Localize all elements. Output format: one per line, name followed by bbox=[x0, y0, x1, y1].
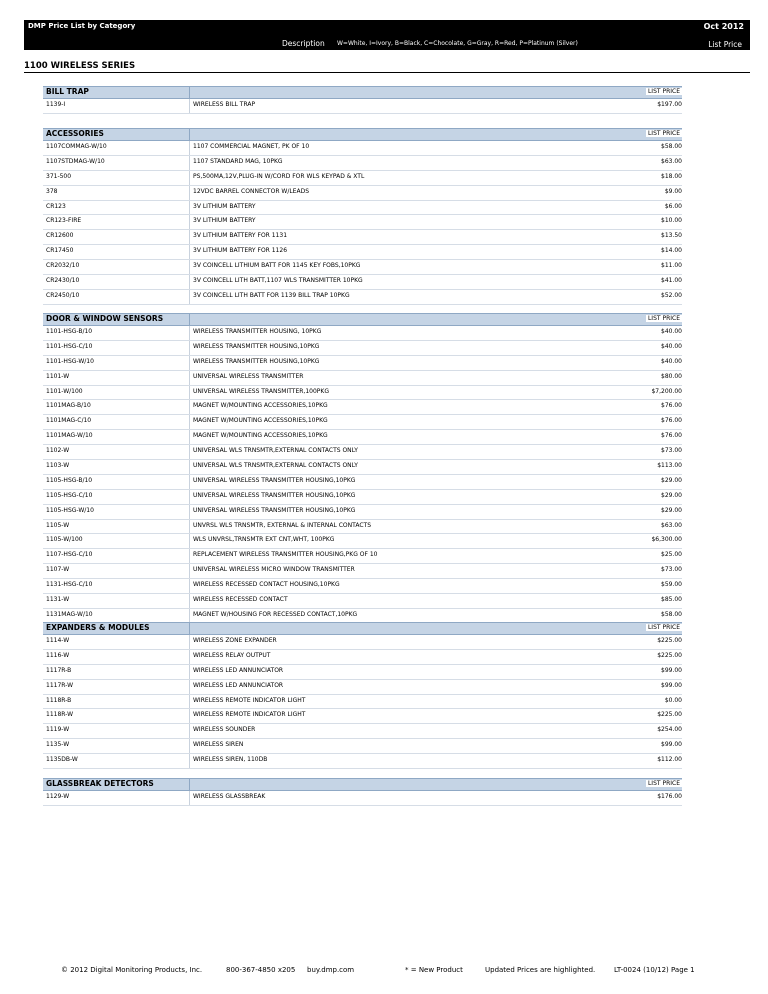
product-sku: 1139-I bbox=[46, 101, 66, 108]
table-row bbox=[43, 709, 682, 724]
footer-doc-code: LT-0024 (10/12) Page 1 bbox=[614, 966, 695, 974]
column-divider bbox=[189, 156, 190, 170]
table-row bbox=[43, 260, 682, 275]
section-accessories bbox=[43, 128, 682, 305]
product-description: 3V COINCELL LITH BATT FOR 1139 BILL TRAP 10PKG bbox=[193, 291, 350, 299]
column-divider bbox=[189, 356, 190, 370]
column-divider bbox=[189, 314, 190, 325]
table-row bbox=[43, 186, 682, 201]
product-description: UNIVERSAL WIRELESS TRANSMITTER HOUSING,10PKG bbox=[193, 506, 356, 514]
column-divider bbox=[189, 739, 190, 753]
product-description: 12VDC BARREL CONNECTOR W/LEADS bbox=[193, 187, 310, 195]
product-price: $40.00 bbox=[661, 342, 682, 350]
product-sku: 1135DB-W bbox=[46, 756, 78, 764]
product-description: MAGNET W/MOUNTING ACCESSORIES,10PKG bbox=[193, 417, 328, 425]
product-description: WLS UNVRSL,TRNSMTR EXT CNT,WHT, 100PKG bbox=[193, 536, 335, 544]
section-header bbox=[43, 313, 682, 326]
section-bill-trap bbox=[43, 86, 682, 114]
product-description: 3V COINCELL LITHIUM BATT FOR 1145 KEY FOBS,10PKG bbox=[193, 262, 361, 270]
product-description: UNIVERSAL WIRELESS TRANSMITTER HOUSING,10PKG bbox=[193, 491, 356, 499]
product-sku: 1101MAG-B/10 bbox=[46, 402, 91, 410]
table-row bbox=[43, 549, 682, 564]
table-row bbox=[43, 371, 682, 386]
description-label: Description bbox=[282, 39, 325, 48]
product-sku: 1116-W bbox=[46, 651, 70, 659]
table-row bbox=[43, 791, 682, 806]
product-sku: 1105-HSG-B/10 bbox=[46, 476, 93, 484]
column-divider bbox=[189, 609, 190, 623]
product-price: $99.00 bbox=[661, 741, 682, 749]
product-price: $29.00 bbox=[661, 506, 682, 514]
column-divider bbox=[189, 99, 190, 113]
product-price: $176.00 bbox=[657, 793, 682, 800]
product-price: $14.00 bbox=[661, 247, 682, 255]
product-description: UNIVERSAL WLS TRNSMTR,EXTERNAL CONTACTS ONLY bbox=[193, 462, 358, 470]
product-description: MAGNET W/HOUSING FOR RECESSED CONTACT,10PKG bbox=[193, 610, 358, 618]
product-sku: 1131MAG-W/10 bbox=[46, 610, 93, 618]
product-sku: 1101-W/100 bbox=[46, 387, 83, 395]
table-row bbox=[43, 341, 682, 356]
product-description: WIRELESS TRANSMITTER HOUSING,10PKG bbox=[193, 342, 320, 350]
column-divider bbox=[189, 564, 190, 578]
product-price: $11.00 bbox=[661, 262, 682, 270]
product-sku: 1101-HSG-B/10 bbox=[46, 328, 93, 335]
product-price: $40.00 bbox=[661, 328, 682, 335]
product-price: $29.00 bbox=[661, 491, 682, 499]
product-price: $41.00 bbox=[661, 277, 682, 285]
product-sku: 1118R-W bbox=[46, 711, 74, 719]
table-row bbox=[43, 475, 682, 490]
product-price: $9.00 bbox=[664, 187, 682, 195]
product-sku: 1105-W bbox=[46, 521, 70, 529]
product-description: UNIVERSAL WIRELESS MICRO WINDOW TRANSMITTER bbox=[193, 566, 355, 574]
section-title: DOOR & WINDOW SENSORS bbox=[46, 314, 164, 323]
table-row bbox=[43, 99, 682, 114]
product-sku: CR123 bbox=[46, 202, 66, 210]
product-sku: CR2032/10 bbox=[46, 262, 80, 270]
product-sku: 1101-W bbox=[46, 372, 70, 380]
product-price: $52.00 bbox=[661, 291, 682, 299]
product-description: WIRELESS LED ANNUNCIATOR bbox=[193, 681, 284, 689]
table-row bbox=[43, 564, 682, 579]
product-sku: 1135-W bbox=[46, 741, 70, 749]
column-divider bbox=[189, 371, 190, 385]
product-description: WIRELESS RECESSED CONTACT bbox=[193, 596, 288, 604]
product-price: $18.00 bbox=[661, 172, 682, 180]
column-divider bbox=[189, 141, 190, 155]
column-divider bbox=[189, 186, 190, 200]
table-row bbox=[43, 275, 682, 290]
list-price-header: List Price bbox=[708, 40, 742, 49]
product-price: $25.00 bbox=[661, 551, 682, 559]
product-price: $58.00 bbox=[661, 143, 682, 150]
product-sku: 1105-W/100 bbox=[46, 536, 83, 544]
product-sku: CR2450/10 bbox=[46, 291, 80, 299]
column-divider bbox=[189, 779, 190, 790]
column-divider bbox=[189, 695, 190, 709]
table-row bbox=[43, 430, 682, 445]
product-price: $99.00 bbox=[661, 681, 682, 689]
table-row bbox=[43, 534, 682, 549]
table-row bbox=[43, 415, 682, 430]
table-row bbox=[43, 635, 682, 650]
footer-phone: 800-367-4850 x205 bbox=[226, 966, 296, 974]
column-divider bbox=[189, 230, 190, 244]
product-description: WIRELESS SIREN bbox=[193, 741, 244, 749]
section-list-price-label: LIST PRICE bbox=[647, 624, 680, 631]
table-row bbox=[43, 695, 682, 710]
column-divider bbox=[189, 87, 190, 98]
product-price: $6.00 bbox=[664, 202, 682, 210]
product-sku: 1119-W bbox=[46, 726, 70, 734]
product-sku: 378 bbox=[46, 187, 58, 195]
product-sku: 1105-HSG-C/10 bbox=[46, 491, 93, 499]
column-divider bbox=[189, 171, 190, 185]
section-expanders-modules bbox=[43, 622, 682, 769]
product-price: $59.00 bbox=[661, 581, 682, 589]
product-sku: 1102-W bbox=[46, 447, 70, 455]
product-description: REPLACEMENT WIRELESS TRANSMITTER HOUSING,PKG OF 10 bbox=[193, 551, 378, 559]
product-price: $63.00 bbox=[661, 157, 682, 165]
column-divider bbox=[189, 460, 190, 474]
column-divider bbox=[189, 549, 190, 563]
table-row bbox=[43, 156, 682, 171]
document-title: DMP Price List by Category bbox=[28, 22, 136, 30]
table-row bbox=[43, 230, 682, 245]
product-sku: 1131-W bbox=[46, 596, 70, 604]
color-legend: W=White, I=Ivory, B=Black, C=Chocolate, G=Gray, R=Red, P=Platinum (Silver) bbox=[337, 40, 578, 47]
column-divider bbox=[189, 650, 190, 664]
column-divider bbox=[189, 260, 190, 274]
product-description: MAGNET W/MOUNTING ACCESSORIES,10PKG bbox=[193, 402, 328, 410]
product-price: $10.00 bbox=[661, 217, 682, 225]
product-description: 3V LITHIUM BATTERY bbox=[193, 217, 256, 225]
column-divider bbox=[189, 475, 190, 489]
product-description: WIRELESS ZONE EXPANDER bbox=[193, 637, 277, 644]
product-price: $7,200.00 bbox=[651, 387, 682, 395]
product-price: $225.00 bbox=[657, 637, 682, 644]
table-row bbox=[43, 171, 682, 186]
column-divider bbox=[189, 623, 190, 634]
product-sku: 1131-HSG-C/10 bbox=[46, 581, 93, 589]
product-sku: 1107-W bbox=[46, 566, 70, 574]
product-price: $225.00 bbox=[657, 711, 682, 719]
table-row bbox=[43, 594, 682, 609]
product-price: $99.00 bbox=[661, 666, 682, 674]
section-list-price-label: LIST PRICE bbox=[647, 88, 680, 95]
product-description: UNIVERSAL WIRELESS TRANSMITTER HOUSING,10PKG bbox=[193, 476, 356, 484]
page-header-bar bbox=[24, 20, 750, 50]
column-divider bbox=[189, 520, 190, 534]
footer-new-product-note: * = New Product bbox=[405, 966, 463, 974]
product-sku: CR123-FIRE bbox=[46, 217, 82, 225]
product-price: $13.50 bbox=[661, 232, 682, 240]
product-sku: 1101MAG-W/10 bbox=[46, 432, 93, 440]
product-sku: 1107-HSG-C/10 bbox=[46, 551, 93, 559]
document-date: Oct 2012 bbox=[703, 22, 744, 31]
product-sku: 1101MAG-C/10 bbox=[46, 417, 92, 425]
product-sku: 1105-HSG-W/10 bbox=[46, 506, 94, 514]
product-description: 3V LITHIUM BATTERY FOR 1131 bbox=[193, 232, 288, 240]
product-description: UNIVERSAL WLS TRNSMTR,EXTERNAL CONTACTS ONLY bbox=[193, 447, 358, 455]
table-row bbox=[43, 141, 682, 156]
product-sku: 1103-W bbox=[46, 462, 70, 470]
product-sku: 1101-HSG-C/10 bbox=[46, 342, 93, 350]
product-description: WIRELESS LED ANNUNCIATOR bbox=[193, 666, 284, 674]
column-divider bbox=[189, 635, 190, 649]
product-price: $63.00 bbox=[661, 521, 682, 529]
table-row bbox=[43, 400, 682, 415]
product-description: WIRELESS GLASSBREAK bbox=[193, 793, 266, 800]
product-price: $73.00 bbox=[661, 447, 682, 455]
table-row bbox=[43, 754, 682, 769]
column-divider bbox=[189, 665, 190, 679]
column-divider bbox=[189, 201, 190, 215]
column-divider bbox=[189, 275, 190, 289]
table-row bbox=[43, 445, 682, 460]
section-header bbox=[43, 622, 682, 635]
product-description: 1107 COMMERCIAL MAGNET, PK OF 10 bbox=[193, 143, 310, 150]
table-row bbox=[43, 650, 682, 665]
section-title: GLASSBREAK DETECTORS bbox=[46, 779, 154, 788]
column-divider bbox=[189, 415, 190, 429]
column-divider bbox=[189, 386, 190, 400]
product-description: WIRELESS SOUNDER bbox=[193, 726, 256, 734]
product-price: $85.00 bbox=[661, 596, 682, 604]
table-row bbox=[43, 579, 682, 594]
section-list-price-label: LIST PRICE bbox=[647, 780, 680, 787]
footer-copyright: © 2012 Digital Monitoring Products, Inc. bbox=[61, 966, 203, 974]
product-sku: CR12600 bbox=[46, 232, 74, 240]
product-price: $197.00 bbox=[657, 101, 682, 108]
column-divider bbox=[189, 129, 190, 140]
product-price: $113.00 bbox=[657, 462, 682, 470]
column-divider bbox=[189, 445, 190, 459]
product-description: 3V LITHIUM BATTERY FOR 1126 bbox=[193, 247, 288, 255]
product-description: WIRELESS BILL TRAP bbox=[193, 101, 256, 108]
column-divider bbox=[189, 490, 190, 504]
table-row bbox=[43, 356, 682, 371]
product-sku: 1101-HSG-W/10 bbox=[46, 357, 94, 365]
section-title: ACCESSORIES bbox=[46, 129, 104, 138]
product-description: WIRELESS REMOTE INDICATOR LIGHT bbox=[193, 711, 306, 719]
section-header bbox=[43, 86, 682, 99]
product-sku: 1117R-W bbox=[46, 681, 74, 689]
column-divider bbox=[189, 594, 190, 608]
product-sku: CR2430/10 bbox=[46, 277, 80, 285]
column-divider bbox=[189, 326, 190, 340]
table-row bbox=[43, 290, 682, 305]
column-divider bbox=[189, 215, 190, 229]
product-sku: 1114-W bbox=[46, 637, 70, 644]
column-divider bbox=[189, 680, 190, 694]
product-sku: 1107STDMAG-W/10 bbox=[46, 157, 105, 165]
column-divider bbox=[189, 791, 190, 805]
table-row bbox=[43, 665, 682, 680]
table-row bbox=[43, 245, 682, 260]
column-divider bbox=[189, 754, 190, 768]
table-row bbox=[43, 201, 682, 216]
series-title: 1100 WIRELESS SERIES bbox=[24, 61, 750, 73]
product-description: WIRELESS RELAY OUTPUT bbox=[193, 651, 271, 659]
column-divider bbox=[189, 430, 190, 444]
product-sku: CR17450 bbox=[46, 247, 74, 255]
product-description: WIRELESS SIREN, 110DB bbox=[193, 756, 268, 764]
product-description: 1107 STANDARD MAG, 10PKG bbox=[193, 157, 283, 165]
product-description: WIRELESS TRANSMITTER HOUSING, 10PKG bbox=[193, 328, 322, 335]
product-description: WIRELESS REMOTE INDICATOR LIGHT bbox=[193, 696, 306, 704]
product-price: $112.00 bbox=[657, 756, 682, 764]
table-row bbox=[43, 490, 682, 505]
table-row bbox=[43, 460, 682, 475]
product-description: UNIVERSAL WIRELESS TRANSMITTER bbox=[193, 372, 304, 380]
product-sku: 371-500 bbox=[46, 172, 72, 180]
section-title: BILL TRAP bbox=[46, 87, 89, 96]
product-price: $58.00 bbox=[661, 610, 682, 618]
column-divider bbox=[189, 534, 190, 548]
section-list-price-label: LIST PRICE bbox=[647, 315, 680, 322]
product-price: $76.00 bbox=[661, 417, 682, 425]
table-row bbox=[43, 724, 682, 739]
product-price: $29.00 bbox=[661, 476, 682, 484]
column-divider bbox=[189, 579, 190, 593]
product-price: $225.00 bbox=[657, 651, 682, 659]
table-row bbox=[43, 505, 682, 520]
product-price: $0.00 bbox=[664, 696, 682, 704]
product-description: WIRELESS TRANSMITTER HOUSING,10PKG bbox=[193, 357, 320, 365]
footer-website[interactable]: buy.dmp.com bbox=[307, 966, 355, 974]
product-description: MAGNET W/MOUNTING ACCESSORIES,10PKG bbox=[193, 432, 328, 440]
product-description: PS,500MA,12V,PLUG-IN W/CORD FOR WLS KEYPAD & XTL bbox=[193, 172, 365, 180]
footer-updated-prices-note: Updated Prices are highlighted. bbox=[485, 966, 596, 974]
product-price: $80.00 bbox=[661, 372, 682, 380]
product-price: $73.00 bbox=[661, 566, 682, 574]
product-sku: 1118R-B bbox=[46, 696, 72, 704]
table-row bbox=[43, 326, 682, 341]
product-price: $254.00 bbox=[657, 726, 682, 734]
column-divider bbox=[189, 245, 190, 259]
column-divider bbox=[189, 505, 190, 519]
product-description: 3V COINCELL LITH BATT,1107 WLS TRANSMITTER 10PKG bbox=[193, 277, 363, 285]
section-header bbox=[43, 128, 682, 141]
product-description: WIRELESS RECESSED CONTACT HOUSING,10PKG bbox=[193, 581, 340, 589]
product-description: UNVRSL WLS TRNSMTR, EXTERNAL & INTERNAL CONTACTS bbox=[193, 521, 371, 529]
product-sku: 1117R-B bbox=[46, 666, 72, 674]
column-divider bbox=[189, 724, 190, 738]
column-divider bbox=[189, 709, 190, 723]
section-list-price-label: LIST PRICE bbox=[647, 130, 680, 137]
product-price: $76.00 bbox=[661, 402, 682, 410]
table-row bbox=[43, 680, 682, 695]
section-glassbreak-detectors bbox=[43, 778, 682, 806]
column-divider bbox=[189, 341, 190, 355]
column-divider bbox=[189, 290, 190, 304]
column-divider bbox=[189, 400, 190, 414]
product-description: UNIVERSAL WIRELESS TRANSMITTER,100PKG bbox=[193, 387, 329, 395]
section-title: EXPANDERS & MODULES bbox=[46, 623, 150, 632]
table-row bbox=[43, 215, 682, 230]
section-door-window-sensors bbox=[43, 313, 682, 624]
table-row bbox=[43, 520, 682, 535]
section-header bbox=[43, 778, 682, 791]
product-price: $6,300.00 bbox=[651, 536, 682, 544]
product-price: $76.00 bbox=[661, 432, 682, 440]
product-description: 3V LITHIUM BATTERY bbox=[193, 202, 256, 210]
product-price: $40.00 bbox=[661, 357, 682, 365]
table-row bbox=[43, 739, 682, 754]
product-sku: 1129-W bbox=[46, 793, 70, 800]
product-sku: 1107COMMAG-W/10 bbox=[46, 143, 107, 150]
table-row bbox=[43, 386, 682, 401]
